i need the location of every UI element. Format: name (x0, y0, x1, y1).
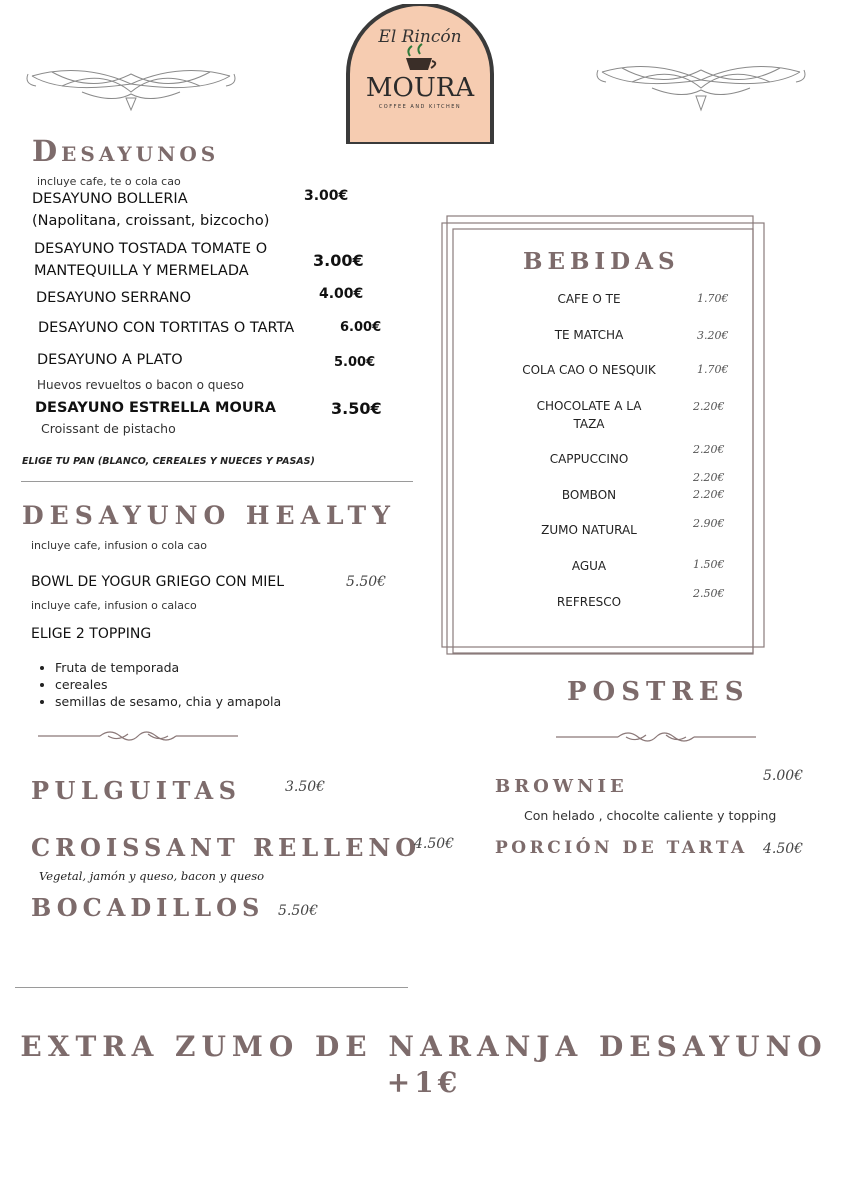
drink-price: 2.20€ (693, 400, 725, 413)
menu-item-name: DESAYUNO A PLATO (37, 352, 183, 368)
drink-name: TE MATCHA (554, 328, 624, 342)
drink-price: 2.90€ (693, 517, 725, 530)
extra-line-2: +1€ (386, 1066, 462, 1099)
section-title-postres: POSTRES (567, 677, 750, 707)
logo-script: El Rincón (378, 27, 462, 47)
logo (346, 4, 494, 144)
croissant-note: Vegetal, jamón y queso, bacon y queso (39, 869, 265, 883)
divider (21, 481, 413, 482)
drink-price: 2.20€ (693, 443, 725, 456)
menu-item-name: DESAYUNO BOLLERIA (32, 191, 188, 207)
bowl-price: 5.50€ (346, 574, 387, 590)
logo-tagline: COFFEE AND KITCHEN (378, 104, 462, 110)
brownie-note: Con helado , chocolte caliente y topping (524, 808, 777, 823)
menu-item-price: 5.00€ (334, 355, 376, 370)
drink-name-line2: TAZA (573, 417, 605, 431)
topping-title: ELIGE 2 TOPPING (31, 626, 152, 642)
drink-name: COLA CAO O NESQUIK (522, 363, 656, 377)
menu-item-name: DESAYUNO ESTRELLA MOURA (35, 400, 276, 416)
menu-item-name-line2: MANTEQUILLA Y MERMELADA (34, 263, 249, 279)
drink-name: CAPPUCCINO (549, 452, 629, 466)
menu-item-price: 3.00€ (304, 188, 349, 204)
menu-item-price: 3.00€ (313, 251, 364, 270)
bowl-name: BOWL DE YOGUR GRIEGO CON MIEL (31, 574, 285, 590)
drink-name: BOMBON (561, 488, 617, 502)
menu-item-price: 6.00€ (340, 320, 382, 335)
menu-item-detail: Huevos revueltos o bacon o queso (37, 378, 244, 392)
ornament-left-icon (22, 64, 240, 118)
tarta-price: 4.50€ (763, 841, 804, 857)
ornament-right-icon (592, 60, 810, 116)
section-title-bebidas: BEBIDAS (523, 248, 680, 275)
menu-item-detail: (Napolitana, croissant, bizcocho) (32, 213, 270, 229)
logo-name: MOURA (365, 73, 475, 103)
drink-price: 2.20€ (693, 488, 725, 501)
section-title-healty: DESAYUNO HEALTY (22, 501, 396, 530)
menu-item-price: 3.50€ (331, 399, 382, 418)
bowl-note: incluye cafe, infusion o calaco (31, 599, 197, 612)
divider (15, 987, 408, 988)
drink-price: 1.50€ (693, 558, 725, 571)
bocadillos-price: 5.50€ (278, 903, 319, 919)
pulguitas-price: 3.50€ (285, 779, 326, 795)
bocadillos-name: BOCADILLOS (31, 893, 265, 922)
drink-name: REFRESCO (556, 595, 622, 609)
menu-item-price: 4.00€ (319, 286, 364, 302)
bread-note: ELIGE TU PAN (BLANCO, CEREALES Y NUECES Y PASAS) (22, 456, 315, 467)
drink-price: 2.20€ (693, 471, 725, 484)
drink-name: CHOCOLATE A LA (536, 399, 642, 413)
drink-price: 1.70€ (697, 363, 729, 376)
menu-item-detail: Croissant de pistacho (41, 421, 176, 436)
ornament-divider-icon (38, 728, 238, 748)
menu-item-name: DESAYUNO SERRANO (36, 290, 192, 306)
list-item: • Fruta de temporada (55, 659, 281, 676)
pulguitas-name: PULGUITAS (31, 776, 242, 805)
ornament-divider-icon (556, 729, 756, 749)
drink-name: AGUA (571, 559, 607, 573)
tarta-name: PORCIÓN DE TARTA (495, 838, 748, 858)
brownie-name: BROWNIE (495, 776, 628, 797)
topping-list (33, 659, 281, 710)
desayunos-note: incluye cafe, te o cola cao (37, 175, 181, 188)
menu-item-name: DESAYUNO TOSTADA TOMATE O (34, 241, 268, 257)
drink-name: ZUMO NATURAL (541, 523, 637, 537)
section-title-desayunos: Desayunos (32, 134, 220, 168)
croissant-price: 4.50€ (414, 836, 455, 852)
extra-line-1: EXTRA ZUMO DE NARANJA DESAYUNO (20, 1030, 828, 1063)
list-item: • cereales (55, 676, 281, 693)
croissant-name: CROISSANT RELLENO (31, 833, 422, 862)
drink-name: CAFE O TE (557, 292, 621, 306)
drink-price: 3.20€ (697, 329, 729, 342)
drink-price: 1.70€ (697, 292, 729, 305)
healty-note: incluye cafe, infusion o cola cao (31, 539, 207, 552)
menu-item-name: DESAYUNO CON TORTITAS O TARTA (38, 320, 295, 336)
drink-price: 2.50€ (693, 587, 725, 600)
list-item: • semillas de sesamo, chia y amapola (55, 693, 281, 710)
brownie-price: 5.00€ (763, 768, 804, 784)
